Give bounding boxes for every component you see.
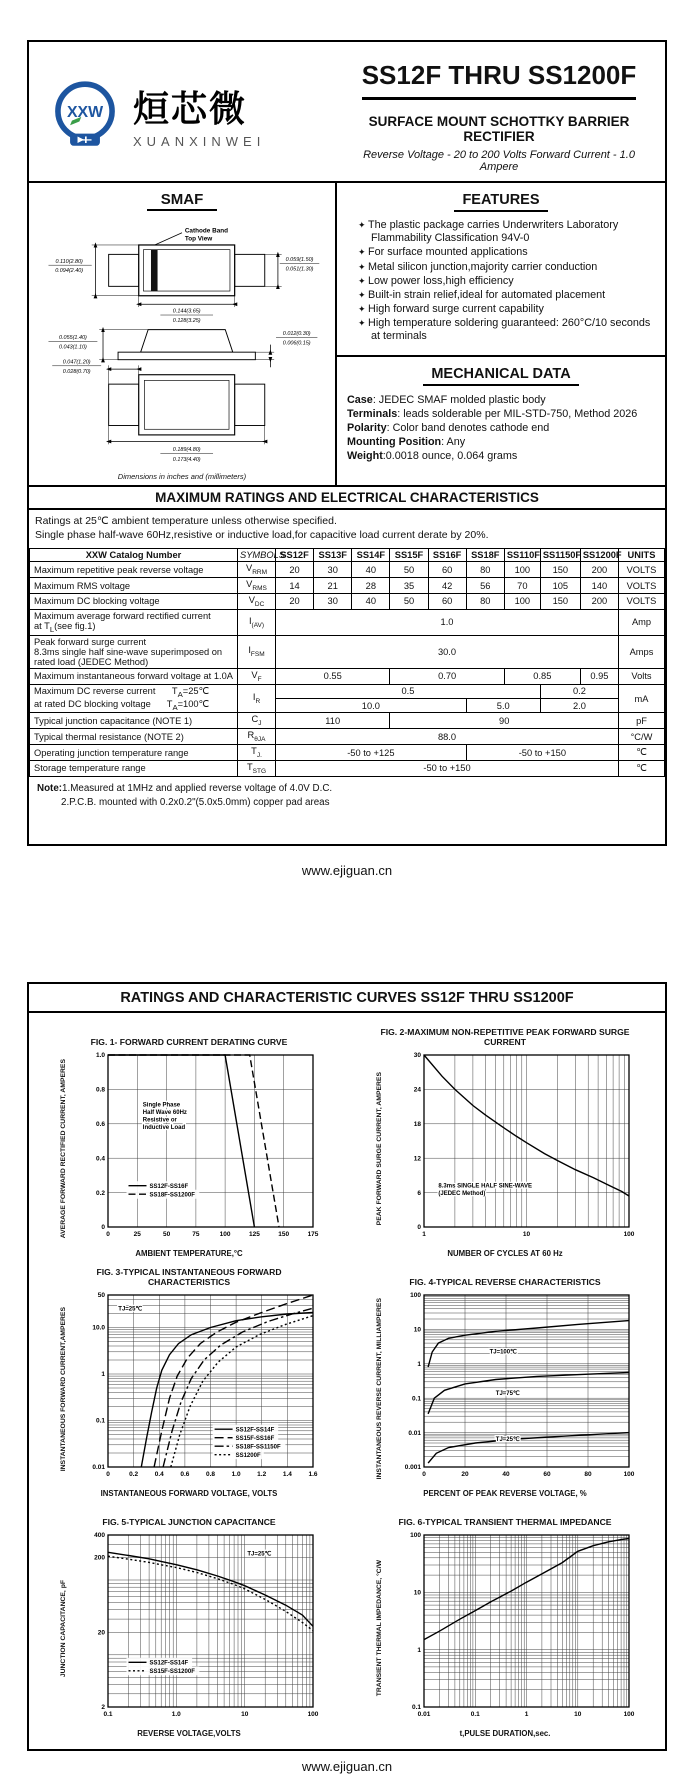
part-column-header: SS1150F	[540, 549, 580, 562]
svg-text:1: 1	[416, 1647, 421, 1655]
svg-text:0: 0	[416, 1224, 421, 1232]
table-header-row	[30, 549, 665, 562]
table-row-ir-100: 10.0 5.0 2.0	[30, 699, 665, 713]
svg-text:0.8: 0.8	[95, 1086, 105, 1094]
svg-text:TJ=75℃: TJ=75℃	[495, 1390, 520, 1397]
feature-item: ✦ The plastic package carries Underwriters Laboratory Flammability Classification 94V-0	[347, 219, 655, 245]
table-row-cj: Typical junction capacitance (NOTE 1) $C_J$ 110 90 pF	[30, 713, 665, 729]
svg-text:25: 25	[133, 1231, 141, 1239]
figure-5-title: FIG. 5-TYPICAL JUNCTION CAPACITANCE	[102, 1517, 276, 1528]
svg-text:1: 1	[524, 1711, 528, 1719]
xxw-logo-icon	[43, 71, 127, 159]
figure-4-plot	[388, 1288, 638, 1489]
symbols-header: SYMBOLS	[238, 549, 276, 562]
svg-text:SS15F-SS1200F: SS15F-SS1200F	[149, 1669, 195, 1676]
svg-text:TJ=25℃: TJ=25℃	[246, 1551, 271, 1558]
svg-text:20: 20	[97, 1629, 105, 1637]
figure-2	[347, 1027, 663, 1259]
ratings-condition-1: Ratings at 25℃ ambient temperature unless otherwise specified.	[35, 515, 337, 527]
curves-page-title: RATINGS AND CHARACTERISTIC CURVES SS12F THRU SS1200F	[29, 984, 665, 1013]
svg-text:100: 100	[623, 1231, 634, 1239]
package-and-features-section	[29, 183, 665, 485]
dim-body-height-mm: 0.094(2.40)	[55, 268, 84, 275]
part-column-header: SS14F	[352, 549, 390, 562]
dim-total-width-mm: 0.173(4.40)	[172, 456, 201, 463]
svg-text:8.3ms SINGLE HALF SINE-WAVE: 8.3ms SINGLE HALF SINE-WAVE	[437, 1183, 532, 1190]
figure-3-plot	[72, 1288, 322, 1489]
figure-3-xlabel: INSTANTANEOUS FORWARD VOLTAGE, VOLTS	[100, 1489, 278, 1499]
svg-text:0.01: 0.01	[407, 1429, 421, 1437]
svg-text:0.1: 0.1	[470, 1711, 480, 1719]
svg-text:2: 2	[100, 1704, 105, 1712]
svg-text:1.0: 1.0	[95, 1052, 105, 1060]
figure-1-plot	[72, 1048, 322, 1249]
mech-polarity: Polarity: Color band denotes cathode end	[347, 421, 550, 434]
features-list	[347, 219, 655, 344]
mech-weight: Weight:0.0018 ounce, 0.064 grams	[347, 449, 518, 462]
svg-text:100: 100	[623, 1711, 634, 1719]
title-underline	[362, 97, 637, 100]
svg-text:SS12F-SS14F: SS12F-SS14F	[149, 1660, 188, 1667]
table-row-tstg: Storage temperature range $T_{STG}$ -50 to +150 ℃	[30, 760, 665, 776]
figure-6-title: FIG. 6-TYPICAL TRANSIENT THERMAL IMPEDANCE	[398, 1517, 612, 1528]
svg-text:12: 12	[413, 1155, 421, 1163]
dim-body-width-mm: 0.128(3.25)	[172, 318, 201, 325]
table-row-vrrm: Maximum repetitive peak reverse voltage $V_{RRM}$ 20 30 40 50 60 80 100 150 200 VOLTS	[30, 562, 665, 578]
svg-text:40: 40	[501, 1471, 510, 1479]
svg-text:60: 60	[542, 1471, 551, 1479]
svg-text:100: 100	[307, 1711, 318, 1719]
svg-text:0.001: 0.001	[404, 1464, 421, 1472]
feature-item: ✦ Built-in strain relief,ideal for automated placement	[347, 289, 655, 302]
package-name: SMAF	[147, 191, 218, 211]
dim-lead-width-in: 0.047(1.20)	[62, 359, 91, 366]
table-row-ifsm: Peak forward surge current 8.3ms single half sine-wave superimposed on rated load (JEDEC Method) $I_{FSM}$ 30.0 Amps	[30, 635, 665, 668]
svg-text:0.01: 0.01	[91, 1464, 105, 1472]
feature-item: ✦ High temperature soldering guaranteed: 260°C/10 seconds at terminals	[347, 317, 655, 343]
table-row-tj: Operating junction temperature range $T_{J.}$ -50 to +125 -50 to +150 ℃	[30, 745, 665, 761]
feature-item: ✦ For surface mounted applications	[347, 246, 655, 259]
figure-1-xlabel: AMBIENT TEMPERATURE,°C	[135, 1249, 243, 1259]
svg-text:0: 0	[421, 1471, 426, 1479]
package-outline-column	[29, 183, 337, 485]
table-row-ir: Maximum DC reverse current $T_A=25℃$ at rated DC blocking voltage $T_A=100℃$ $I_R$ 0.5 0.2 mA	[30, 684, 665, 698]
svg-text:Inductive Load: Inductive Load	[142, 1125, 185, 1132]
svg-text:400: 400	[93, 1532, 105, 1540]
feature-item: ✦ High forward surge current capability	[347, 303, 655, 316]
svg-text:24: 24	[413, 1086, 421, 1094]
note-2: 2.P.C.B. mounted with 0.2x0.2"(5.0x5.0mm) copper pad areas	[61, 797, 330, 808]
svg-text:Single Phase: Single Phase	[142, 1102, 180, 1109]
svg-text:100: 100	[623, 1471, 634, 1479]
dim-body-height-in: 0.110(2.80)	[55, 258, 83, 265]
feature-item: ✦ Low power loss,high efficiency	[347, 275, 655, 288]
figure-1-ylabel: AVERAGE FORWARD RECTIFIED CURRENT, AMPERES	[60, 1059, 68, 1239]
figures-grid	[29, 1013, 665, 1749]
part-number-title: SS12F THRU SS1200F	[361, 60, 637, 90]
svg-text:0.2: 0.2	[128, 1471, 138, 1479]
svg-text:10: 10	[573, 1711, 581, 1719]
svg-text:0: 0	[100, 1224, 105, 1232]
device-description: SURFACE MOUNT SCHOTTKY BARRIER RECTIFIER	[368, 114, 630, 144]
svg-text:0.01: 0.01	[417, 1711, 430, 1719]
svg-text:1: 1	[421, 1231, 426, 1239]
svg-text:200: 200	[93, 1554, 105, 1562]
dim-lead-height-in: 0.059(1.50)	[285, 256, 314, 263]
cathode-band-callout: Cathode Band	[184, 227, 229, 235]
svg-text:10: 10	[522, 1231, 530, 1239]
table-row-vrms: Maximum RMS voltage $V_{RMS}$ 14 21 28 35 42 56 70 105 140 VOLTS	[30, 578, 665, 594]
svg-text:Resistive or: Resistive or	[142, 1117, 177, 1124]
svg-text:150: 150	[277, 1231, 289, 1239]
datasheet-page-2	[27, 982, 667, 1751]
figure-2-plot	[388, 1048, 638, 1249]
svg-text:0.1: 0.1	[411, 1704, 421, 1712]
figure-5	[31, 1507, 347, 1739]
header	[29, 42, 665, 183]
svg-text:SS12F-SS16F: SS12F-SS16F	[149, 1184, 188, 1191]
svg-text:TJ=100℃: TJ=100℃	[489, 1349, 517, 1356]
svg-text:175: 175	[307, 1231, 318, 1239]
svg-text:Half Wave 60Hz: Half Wave 60Hz	[142, 1110, 187, 1117]
figure-3-ylabel: INSTANTANEOUS FORWARD CURRENT,AMPERES	[60, 1306, 68, 1471]
mechanical-data-title: MECHANICAL DATA	[423, 366, 578, 386]
logo-letters: XXW	[66, 103, 104, 121]
dimensions-caption: Dimensions in inches and (millimeters)	[117, 472, 247, 481]
table-row-rthja: Typical thermal resistance (NOTE 2) $R_{\theta JA}$ 88.0 °C/W	[30, 729, 665, 745]
figure-2-title: FIG. 2-MAXIMUM NON-REPETITIVE PEAK FORWARD SURGE CURRENT	[380, 1027, 630, 1048]
svg-text:0.8: 0.8	[205, 1471, 215, 1479]
svg-text:18: 18	[413, 1121, 421, 1129]
svg-text:30: 30	[413, 1052, 421, 1060]
ratings-conditions	[29, 510, 665, 548]
svg-text:0.6: 0.6	[179, 1471, 189, 1479]
svg-text:80: 80	[583, 1471, 592, 1479]
units-header: UNITS	[619, 549, 665, 562]
figure-6-xlabel: t,PULSE DURATION,sec.	[459, 1729, 551, 1739]
part-column-header: SS15F	[390, 549, 428, 562]
ratings-banner: MAXIMUM RATINGS AND ELECTRICAL CHARACTERISTICS	[29, 485, 665, 510]
top-view-callout: Top View	[184, 235, 213, 243]
figure-1	[31, 1027, 347, 1259]
svg-text:10: 10	[413, 1589, 421, 1597]
feature-item: ✦ Metal silicon junction,majority carrier conduction	[347, 261, 655, 274]
website-link[interactable]: www.ejiguan.cn	[301, 863, 393, 879]
part-column-header: SS13F	[314, 549, 352, 562]
figure-4	[347, 1267, 663, 1499]
dim-lead-height-mm: 0.051(1.30)	[285, 266, 314, 273]
svg-text:0.4: 0.4	[154, 1471, 164, 1479]
figure-3-title: FIG. 3-TYPICAL INSTANTANEOUS FORWARD CHARACTERISTICS	[96, 1267, 282, 1288]
svg-text:TJ=25℃: TJ=25℃	[117, 1306, 142, 1313]
figure-6-ylabel: TRANSIENT THERMAL IMPEDANCE, °C/W	[376, 1560, 384, 1697]
catalog-number-header: XXW Catalog Number	[30, 549, 238, 562]
ratings-table	[29, 548, 665, 776]
svg-text:100: 100	[219, 1231, 231, 1239]
svg-text:100: 100	[409, 1292, 421, 1300]
figure-3	[31, 1267, 347, 1499]
svg-text:0.6: 0.6	[95, 1121, 105, 1129]
mechanical-data-section	[337, 355, 665, 473]
features-mechanical-column	[337, 183, 665, 485]
svg-text:50: 50	[97, 1292, 105, 1300]
svg-text:1.2: 1.2	[256, 1471, 266, 1479]
svg-text:10: 10	[240, 1711, 248, 1719]
svg-text:0: 0	[105, 1231, 110, 1239]
svg-text:0.4: 0.4	[95, 1155, 105, 1163]
svg-text:SS12F-SS14F: SS12F-SS14F	[235, 1427, 274, 1434]
dim-lead-width-mm: 0.028(0.70)	[62, 368, 91, 375]
svg-text:75: 75	[191, 1231, 200, 1239]
svg-text:0.1: 0.1	[95, 1417, 105, 1425]
figure-1-title: FIG. 1- FORWARD CURRENT DERATING CURVE	[90, 1037, 288, 1048]
table-row-iav: Maximum average forward rectified current at $T_L(see$ fig.1) $I_{(AV)}$ 1.0 Amp	[30, 609, 665, 635]
dim-total-width-in: 0.189(4.80)	[172, 446, 201, 453]
dim-side-height-mm: 0.043(1.10)	[59, 344, 87, 351]
figure-5-plot	[72, 1528, 322, 1729]
part-column-header: SS18F	[466, 549, 504, 562]
svg-text:6: 6	[416, 1190, 421, 1198]
svg-text:10.0: 10.0	[91, 1324, 105, 1332]
svg-text:50: 50	[162, 1231, 170, 1239]
figure-5-xlabel: REVERSE VOLTAGE,VOLTS	[137, 1729, 241, 1739]
svg-text:0: 0	[105, 1471, 110, 1479]
svg-text:100: 100	[409, 1532, 421, 1540]
table-row-vf: Maximum instantaneous forward voltage at 1.0A $V_F$ 0.55 0.70 0.85 0.95 Volts	[30, 668, 665, 684]
svg-text:SS18F-SS1200F: SS18F-SS1200F	[149, 1192, 195, 1199]
svg-text:1: 1	[416, 1361, 421, 1369]
figure-5-ylabel: JUNCTION CAPACITANCE, pF	[60, 1580, 68, 1678]
table-row-vdc: Maximum DC blocking voltage $V_{DC}$ 20 30 40 50 60 80 100 150 200 VOLTS	[30, 594, 665, 610]
figure-4-xlabel: PERCENT OF PEAK REVERSE VOLTAGE, %	[423, 1489, 587, 1499]
svg-text:SS15F-SS16F: SS15F-SS16F	[235, 1436, 274, 1443]
svg-text:0.2: 0.2	[95, 1190, 105, 1198]
website-link[interactable]: www.ejiguan.cn	[301, 1759, 393, 1775]
svg-text:1.4: 1.4	[282, 1471, 292, 1479]
package-drawing	[40, 213, 324, 465]
svg-text:1.6: 1.6	[307, 1471, 318, 1479]
dim-standoff-in: 0.012(0.30)	[282, 331, 311, 338]
svg-text:1.0: 1.0	[231, 1471, 241, 1479]
voltage-current-tagline: Reverse Voltage - 20 to 200 Volts Forward Current - 1.0 Ampere	[363, 149, 635, 173]
dim-standoff-mm: 0.006(0.15)	[282, 340, 311, 347]
svg-text:SS1200F: SS1200F	[235, 1453, 261, 1460]
svg-text:10: 10	[413, 1326, 421, 1334]
title-block	[343, 56, 655, 173]
part-column-header: SS16F	[428, 549, 466, 562]
part-column-header: SS1200F	[580, 549, 618, 562]
figure-6-plot	[388, 1528, 638, 1729]
svg-text:(JEDEC Method): (JEDEC Method)	[437, 1191, 485, 1198]
notes-section	[29, 777, 665, 844]
part-column-header: SS110F	[504, 549, 540, 562]
svg-text:20: 20	[460, 1471, 469, 1479]
svg-text:1.0: 1.0	[171, 1711, 181, 1719]
svg-text:TJ=25℃: TJ=25℃	[495, 1437, 520, 1444]
svg-text:1: 1	[100, 1371, 105, 1379]
figure-4-ylabel: INSTANTANEOUS REVERSE CURRENT, MILLIAMPERES	[376, 1297, 384, 1480]
mech-terminals: Terminals: leads solderable per MIL-STD-750, Method 2026	[347, 407, 638, 420]
note-1: Note:1.Measured at 1MHz and applied reverse voltage of 4.0V D.C.	[37, 782, 333, 794]
figure-6	[347, 1507, 663, 1739]
dim-body-width-in: 0.144(3.65)	[172, 308, 201, 315]
features-section	[337, 183, 665, 355]
svg-text:0.1: 0.1	[102, 1711, 113, 1719]
figure-4-title: FIG. 4-TYPICAL REVERSE CHARACTERISTICS	[409, 1277, 601, 1288]
datasheet-page-1	[27, 40, 667, 846]
figure-2-ylabel: PEAK FORWARD SURGE CURRENT, AMPERES	[376, 1072, 384, 1226]
mech-mounting: Mounting Position: Any	[347, 435, 466, 448]
part-column-header: SS12F	[276, 549, 314, 562]
company-logo	[43, 56, 343, 173]
ratings-condition-2: Single phase half-wave 60Hz,resistive or inductive load,for capacitive load current derate by 20%.	[35, 529, 489, 542]
features-title: FEATURES	[454, 192, 547, 212]
svg-text:125: 125	[248, 1231, 260, 1239]
figure-2-xlabel: NUMBER OF CYCLES AT 60 Hz	[447, 1249, 563, 1259]
brand-english: XUANXINWEI	[133, 133, 266, 149]
brand-text	[133, 81, 265, 149]
svg-text:SS18F-SS1150F: SS18F-SS1150F	[235, 1444, 281, 1451]
dim-side-height-in: 0.055(1.40)	[59, 335, 87, 341]
svg-text:0.1: 0.1	[411, 1395, 421, 1403]
mech-case: Case: JEDEC SMAF molded plastic body	[347, 393, 546, 406]
brand-chinese: 烜芯微	[133, 87, 248, 129]
